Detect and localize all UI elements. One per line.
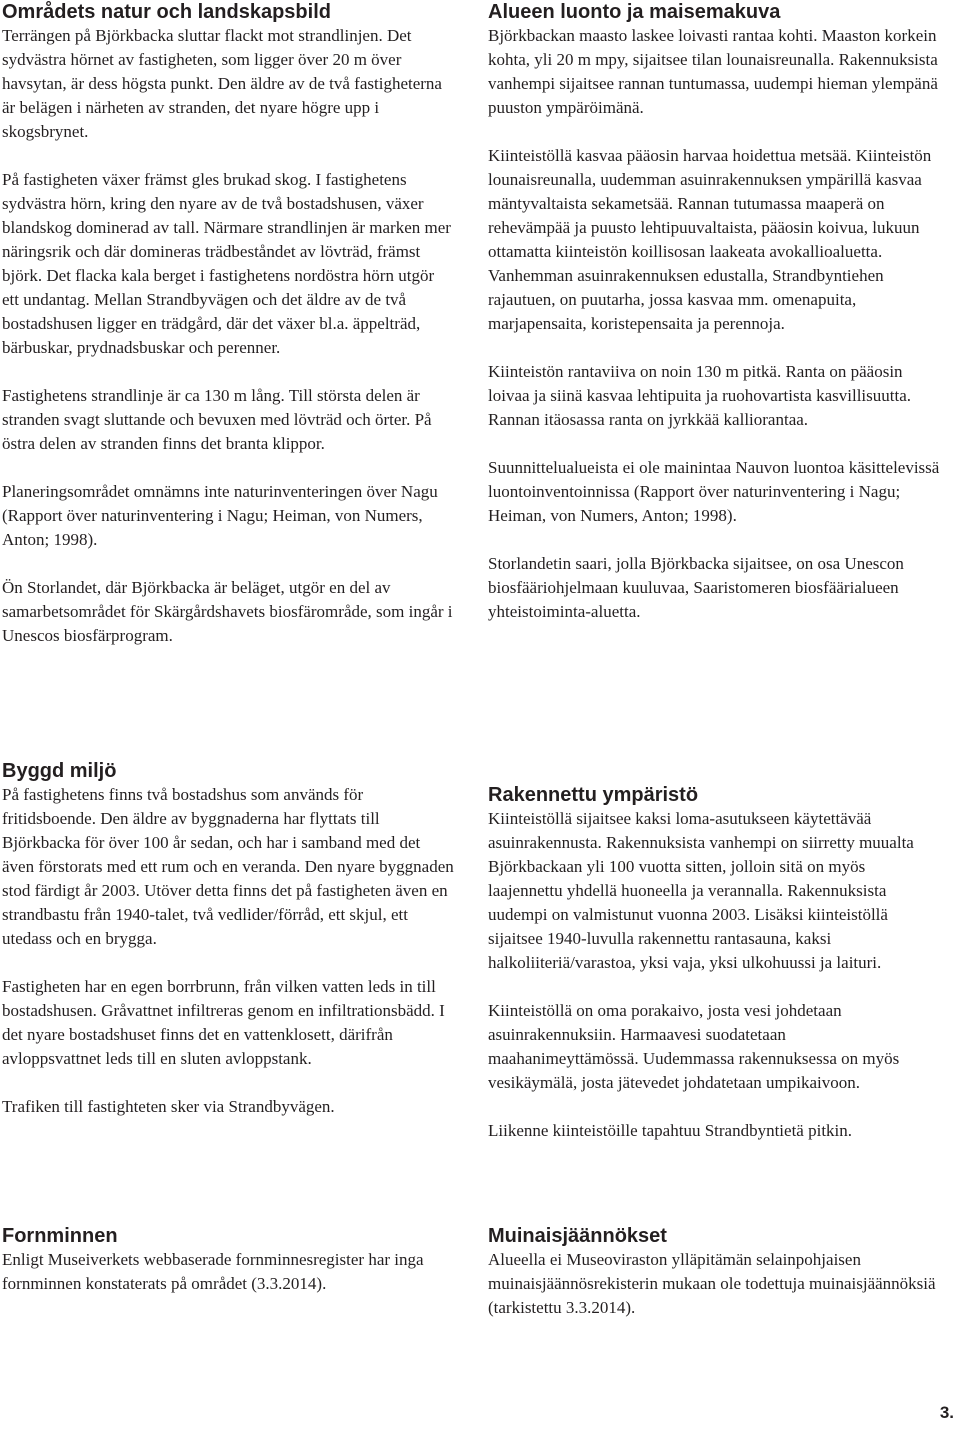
paragraph: Suunnittelualueista ei ole mainintaa Nauvon luontoa käsittelevissä luontoinventoinnissa (Rapport över naturinventering i Nagu; Heiman, von Numers, Anton; 1998).: [488, 458, 940, 525]
paragraph: Kiinteistöllä on oma porakaivo, josta vesi johdetaan asuinrakennuksiin. Harmaavesi suodatetaan maahanimeyttämössä. Uudemmassa rakennuksessa on myös vesikäymälä, josta jätevedet johdatetaan umpikaivoon.: [488, 1001, 900, 1092]
section-heading: Alueen luonto ja maisemakuva: [488, 1, 781, 23]
paragraph: Liikenne kiinteistöille tapahtuu Strandbyntietä pitkin.: [488, 1121, 853, 1140]
section-heading: Rakennettu ympäristö: [488, 784, 699, 806]
paragraph: Planeringsområdet omnämns inte naturinventeringen över Nagu (Rapport över naturinventering i Nagu; Heiman, von Numers, Anton; 1998).: [2, 482, 438, 549]
section-muinais: [488, 1224, 940, 1344]
paragraph: Kiinteistöllä kasvaa pääosin harvaa hoidettua metsää. Kiinteistön lounaisreunalla, uudemman asuinrakennuksen ympärillä kasvaa mäntyvaltaista sekametsää. Rannan tutumassa maaperä on rehevämpää ja puusto lehtipuuvaltaista, pääosin koivua, lukuun ottamatta kiinteistön koillisosan laakeata avokallioaluetta. Vanhemman asuinrakennuksen edustalla, Strandbyntiehen rajautuen, on puutarha, jossa kasvaa mm. omenapuita, marjapensaita, koristepensaita ja perennoja.: [488, 146, 932, 333]
paragraph: På fastighetens finns två bostadshus som används för fritidsboende. Den äldre av byggnaderna har flyttats till Björkbacka för över 100 år sedan, och har i samband med det även förstorats med ett rum och en veranda. Den nyare byggnaden stod färdigt år 2003. Utöver detta finns det på fastigheten även en strandbastu från 1940-talet, två vedlider/förråd, ett skjul, ett utedass och en brygga.: [2, 785, 454, 948]
section-luonto: [488, 0, 940, 648]
paragraph: Terrängen på Björkbacka sluttar flackt mot strandlinjen. Det sydvästra hörnet av fastigheten, som ligger över 20 m över havsytan, är dess högsta punkt. Den äldre av de två fastigheterna är belägen i närheten av stranden, det nyare högre upp i skogsbrynet.: [2, 26, 442, 141]
paragraph: Storlandetin saari, jolla Björkbacka sijaitsee, on osa Unescon biosfääriohjelmaan kuuluvaa, Saaristomeren biosfäärialueen yhteistoiminta-aluetta.: [488, 554, 904, 621]
paragraph: Fastigheten har en egen borrbrunn, från vilken vatten leds in till bostadshusen. Gråvattnet infiltreras genom en infiltrationsbädd. I det nyare bostadshuset finns det en vattenklosett, därifrån avloppsvattnet leds till en sluten avloppstank.: [2, 977, 445, 1068]
paragraph: Enligt Museiverkets webbaserade fornminnesregister har inga fornminnen konstaterats på området (3.3.2014).: [2, 1250, 424, 1293]
paragraph: Kiinteistön rantaviiva on noin 130 m pitkä. Ranta on pääosin loivaa ja siinä kasvaa lehtipuita ja ruohovartista kasvillisuutta. Rannan itäosassa ranta on jyrkkää kalliorantaa.: [488, 362, 911, 429]
section-heading: Fornminnen: [2, 1225, 118, 1247]
section-fornminnen: [2, 1224, 454, 1320]
section-rakennettu: [488, 783, 940, 1167]
page-number: 3.: [939, 1403, 954, 1422]
paragraph: Björkbackan maasto laskee loivasti rantaa kohti. Maaston korkein kohta, yli 20 m mpy, sijaitsee tilan lounaisreunalla. Rakennuksista vanhempi sijaitsee rannan tuntumassa, uudempi hieman ylempänä puuston ympäröimänä.: [488, 26, 938, 117]
section-heading: Byggd miljö: [2, 760, 117, 782]
section-natur: [2, 0, 454, 672]
paragraph: Ön Storlandet, där Björkbacka är beläget, utgör en del av samarbetsområdet för Skärgårdshavets biosfärområde, som ingår i Unescos biosfärprogram.: [2, 578, 453, 645]
paragraph: På fastigheten växer främst gles brukad skog. I fastighetens sydvästra hörn, kring den nyare av de två bostadshusen, växer blandskog dominerad av tall. Närmare strandlinjen är marken mer näringsrik och där domineras trädbeståndet av lövträd, främst björk. Det flacka kala berget i fastighetens nordöstra hörn utgör ett undantag. Mellan Strandbyvägen och det äldre av de två bostadshusen ligger en trädgård, där det växer bl.a. äppelträd, bärbuskar, prydnadsbuskar och perenner.: [2, 170, 451, 357]
paragraph: Kiinteistöllä sijaitsee kaksi loma-asutukseen käytettävää asuinrakennusta. Rakennuksista vanhempi on siirretty muualta Björkbackaan yli 100 vuotta sitten, jolloin sitä on myös laajennettu yhdellä huoneella ja verannalla. Rakennuksista uudempi on valmistunut vuonna 2003. Lisäksi kiinteistöllä sijaitsee 1940-luvulla rakennettu rantasauna, kaksi halkoliiteriä/varastoa, yksi vaja, yksi ulkohuussi ja laituri.: [488, 809, 914, 972]
paragraph: Fastighetens strandlinje är ca 130 m lång. Till största delen är stranden svagt sluttande och bevuxen med lövträd och örter. På östra delen av stranden finns det branta klippor.: [2, 386, 432, 453]
section-heading: Områdets natur och landskapsbild: [2, 1, 331, 23]
section-byggd-miljo: [2, 759, 454, 1143]
paragraph: Trafiken till fastighteten sker via Strandbyvägen.: [2, 1097, 335, 1116]
section-heading: Muinaisjäännökset: [488, 1225, 667, 1247]
paragraph: Alueella ei Museoviraston ylläpitämän selainpohjaisen muinaisjäännösrekisterin mukaan ole todettuja muinaisjäännöksiä (tarkistettu 3.3.2014).: [488, 1250, 936, 1317]
